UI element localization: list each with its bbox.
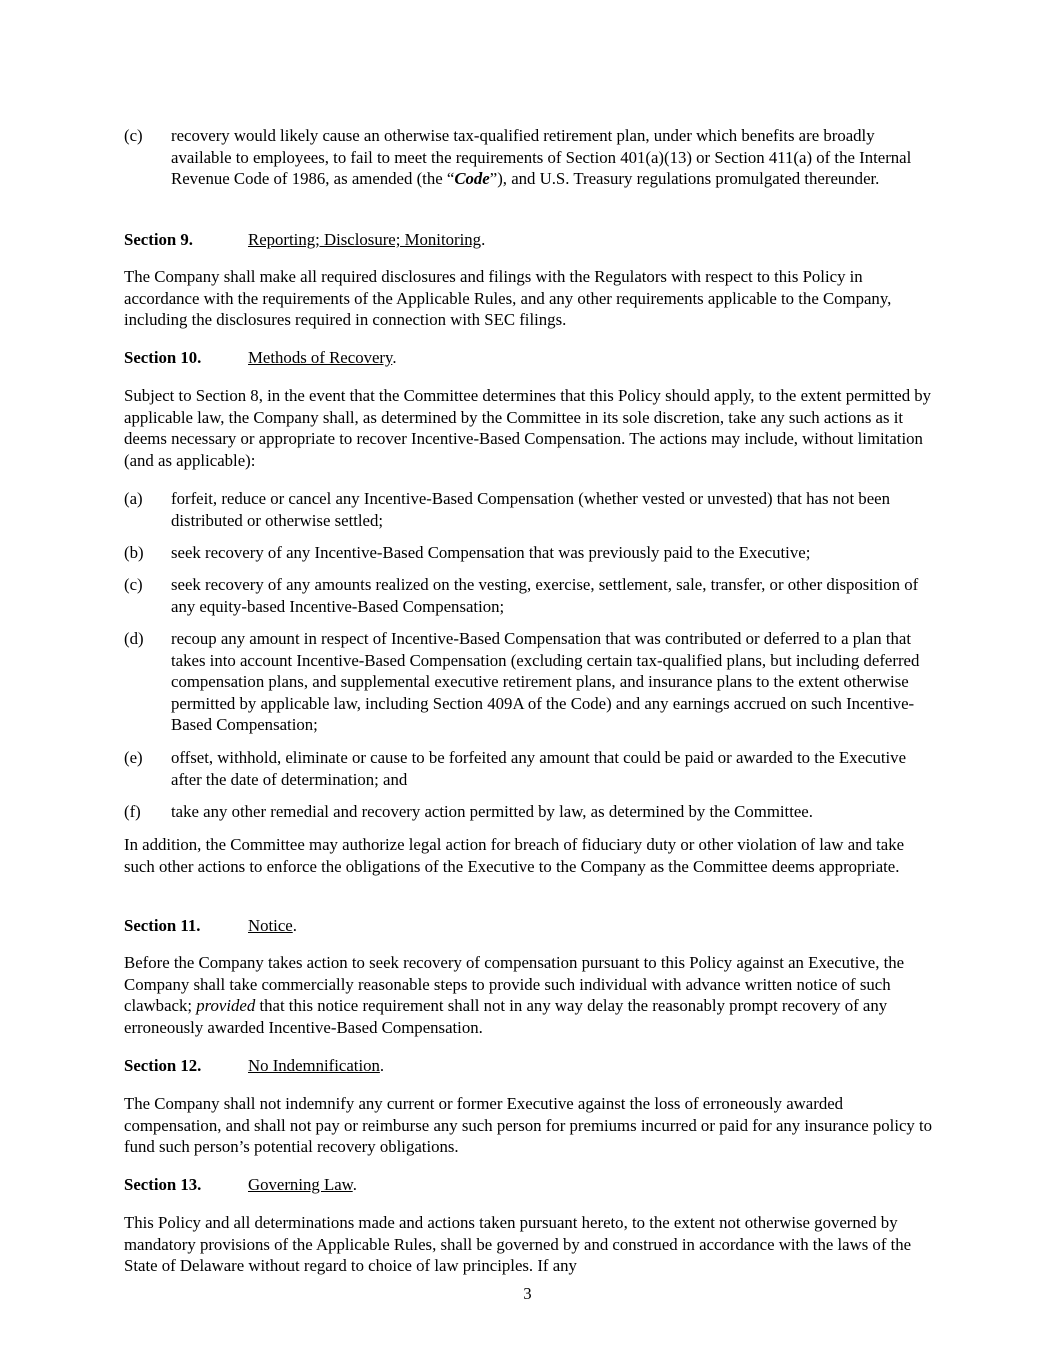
list-item-a xyxy=(124,488,934,531)
section-title: Methods of Recovery xyxy=(248,348,393,367)
section-9-body: The Company shall make all required disclosures and filings with the Regulators with respect to this Policy in accordance with the requirements of the Applicable Rules, and any other requirements applicable to the Company, including the disclosures required in connection with SEC filings. xyxy=(124,267,892,330)
list-item-label: (d) xyxy=(124,629,144,648)
list-item-label: (c) xyxy=(124,126,143,145)
provided-term: provided xyxy=(196,996,256,1016)
section-9-heading: Section 9. Reporting; Disclosure; Monitoring. xyxy=(124,230,486,249)
section-12-heading: Section 12. No Indemnification. xyxy=(124,1056,385,1075)
section-10-intro: Subject to Section 8, in the event that the Committee determines that this Policy should apply, to the extent permitted by applicable law, the Company shall, as determined by the Committee in its sole discretion, take any such actions as it deems necessary or appropriate to recover Incentive-Based Compensation. The actions may include, without limitation (and as applicable): xyxy=(124,386,932,470)
section-11-body: Before the Company takes action to seek recovery of compensation pursuant to this Policy against an Executive, the Company shall take commercially reasonable steps to provide such individual with advance written notice of such clawback; provided that this notice requirement shall not in any way delay the reasonably prompt recovery of any erroneously awarded Incentive-Based Compensation. xyxy=(124,953,905,1037)
list-item-text: forfeit, reduce or cancel any Incentive-Based Compensation (whether vested or unvested) that has not been distributed or otherwise settled; xyxy=(171,489,890,530)
section-10-closing: In addition, the Committee may authorize legal action for breach of fiduciary duty or other violation of law and take such other actions to enforce the obligations of the Executive to the Company as the Committee deems appropriate. xyxy=(124,835,905,876)
list-item-label: (e) xyxy=(124,748,143,767)
section-12-body: The Company shall not indemnify any current or former Executive against the loss of erroneously awarded compensation, and shall not pay or reimburse any such person for premiums incurred or paid for any insurance policy to fund such person’s potential recovery obligations. xyxy=(124,1094,933,1157)
list-item-text: offset, withhold, eliminate or cause to be forfeited any amount that could be paid or awarded to the Executive after the date of determination; and xyxy=(171,748,907,789)
list-item-f xyxy=(124,801,934,823)
section-11-heading: Section 11. Notice. xyxy=(124,916,297,935)
code-term: Code xyxy=(454,169,490,189)
section-title: No Indemnification xyxy=(248,1056,380,1075)
list-item-text: take any other remedial and recovery action permitted by law, as determined by the Committee. xyxy=(171,802,813,821)
section-number: Section 13. xyxy=(124,1175,202,1194)
list-item-c xyxy=(124,574,934,617)
section-number: Section 10. xyxy=(124,348,202,367)
list-item-b xyxy=(124,542,934,564)
list-item-label: (c) xyxy=(124,575,143,594)
list-item-label: (f) xyxy=(124,802,141,821)
list-item-text: seek recovery of any amounts realized on the vesting, exercise, settlement, sale, transfer, or other disposition of any equity-based Incentive-Based Compensation; xyxy=(171,575,919,616)
section-10-heading: Section 10. Methods of Recovery. xyxy=(124,348,397,367)
section-number: Section 11. xyxy=(124,916,201,935)
list-item-e xyxy=(124,747,934,790)
list-item-text: seek recovery of any Incentive-Based Compensation that was previously paid to the Executive; xyxy=(171,543,811,562)
list-item-text: recovery would likely cause an otherwise tax-qualified retirement plan, under which benefits are broadly available to employees, to fail to meet the requirements of Section 401(a)(13) or Section 411(a) of the Internal Revenue Code of 1986, as amended (the “Code”), and U.S. Treasury regulations promulgated thereunder. xyxy=(171,126,912,189)
list-item-c-top xyxy=(124,125,934,190)
list-item-d xyxy=(124,628,934,736)
section-number: Section 12. xyxy=(124,1056,202,1075)
section-title: Governing Law xyxy=(248,1175,353,1194)
page-number: 3 xyxy=(523,1284,532,1303)
section-13-body: This Policy and all determinations made and actions taken pursuant hereto, to the extent not otherwise governed by mandatory provisions of the Applicable Rules, shall be governed by and construed in accordance with the laws of the State of Delaware without regard to choice of law principles. If any xyxy=(124,1213,912,1276)
section-title: Notice xyxy=(248,916,293,935)
list-item-text: recoup any amount in respect of Incentive-Based Compensation that was contributed or deferred to a plan that takes into account Incentive-Based Compensation (excluding certain tax-qualified plans, but including deferred compensation plans, and supplemental executive retirement plans, and insurance plans to the extent otherwise permitted by applicable law, including Section 409A of the Code) and any earnings accrued on such Incentive-Based Compensation; xyxy=(171,629,920,735)
section-title: Reporting; Disclosure; Monitoring xyxy=(248,230,482,249)
list-item-label: (a) xyxy=(124,489,143,508)
section-number: Section 9. xyxy=(124,230,193,249)
section-13-heading: Section 13. Governing Law. xyxy=(124,1175,357,1194)
list-item-label: (b) xyxy=(124,543,144,562)
